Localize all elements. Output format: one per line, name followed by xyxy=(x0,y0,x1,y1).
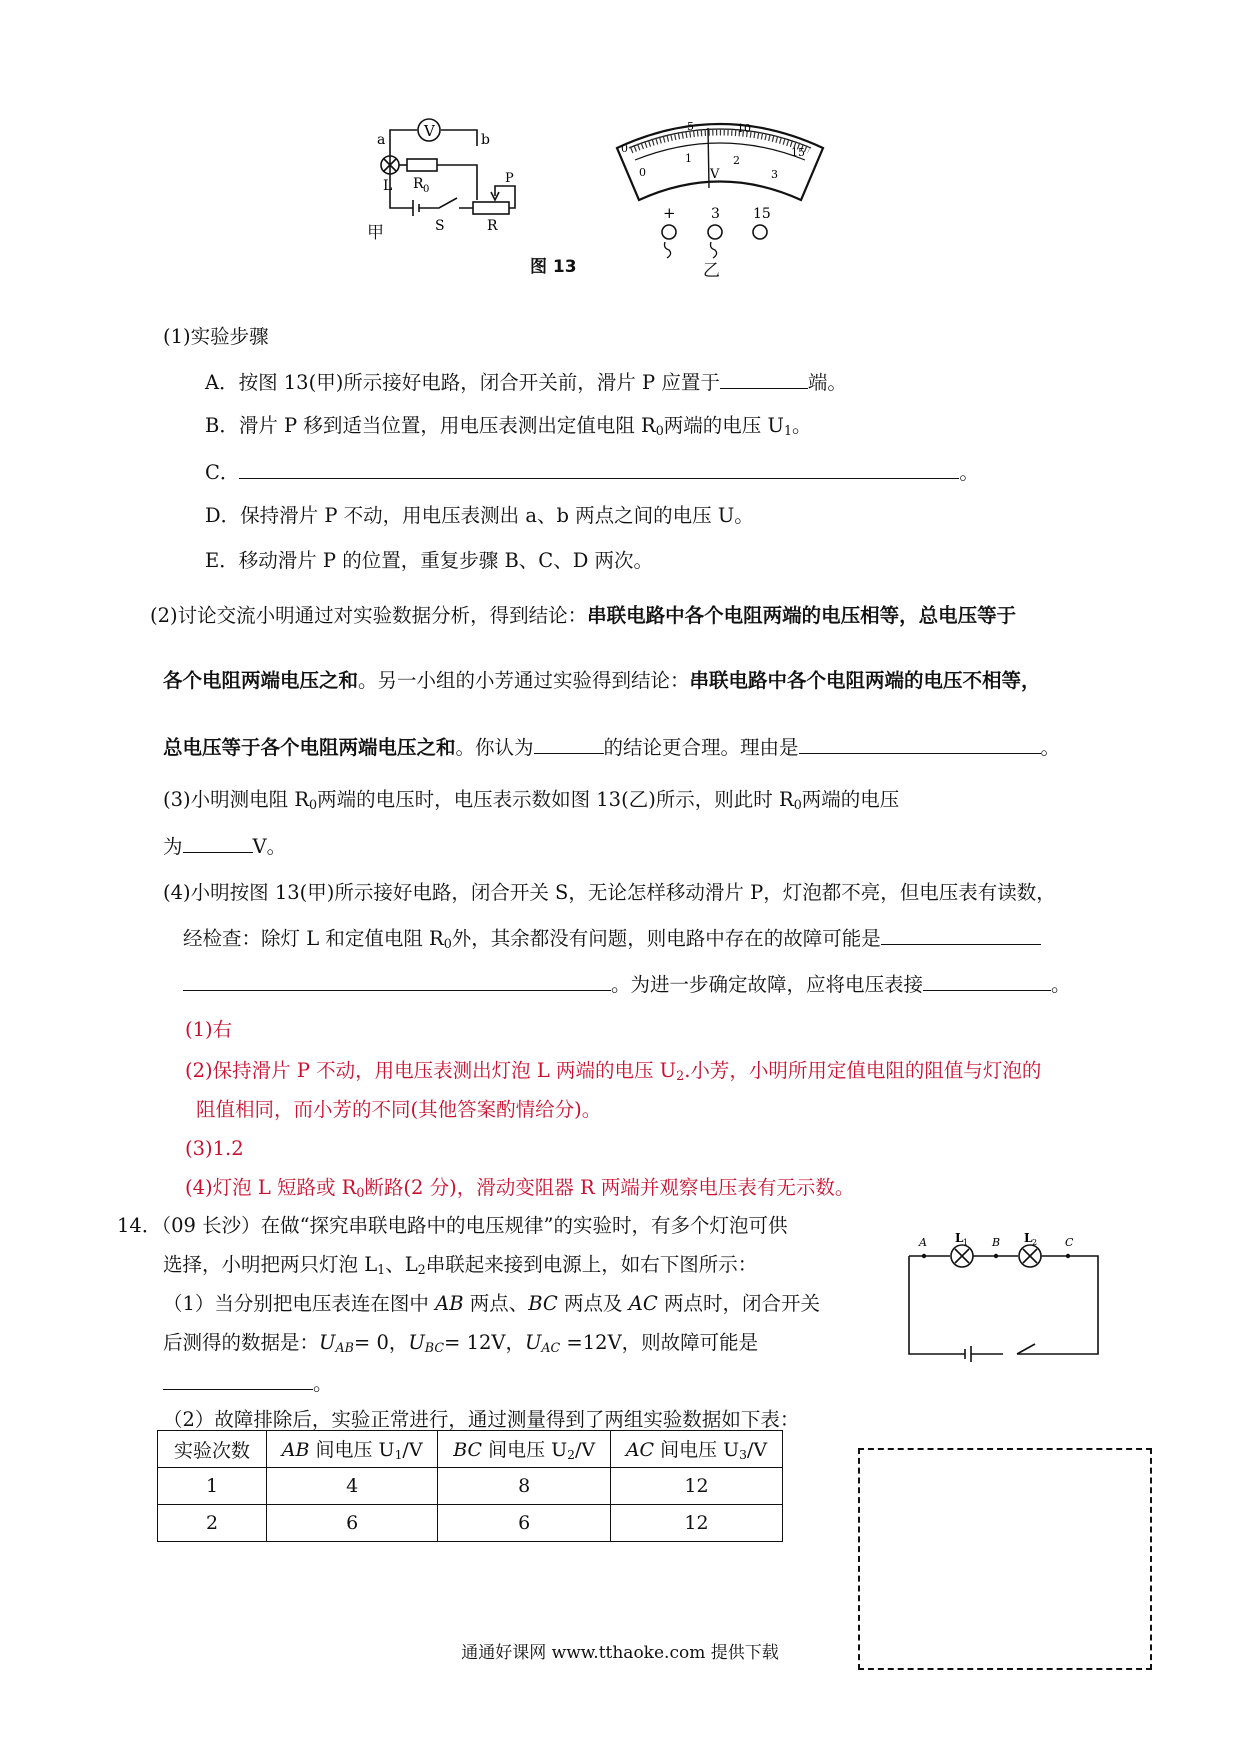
svg-text:1: 1 xyxy=(685,152,692,165)
answer-2-line-1: (2)保持滑片 P 不动，用电压表测出灯泡 L 两端的电压 $U_2$.小芳，小明所用定值电阻的阻值与灯泡的 xyxy=(185,1059,1042,1084)
answer-blank xyxy=(183,832,253,853)
step-c: C． 。 xyxy=(205,458,979,486)
step-b: B．滑片 P 移到适当位置，用电压表测出定值电阻 $R_0$两端的电压 $U_1$。 xyxy=(205,414,812,439)
voltmeter-dial xyxy=(605,108,835,278)
answer-blank xyxy=(183,970,611,991)
label-jia: 甲 xyxy=(367,223,384,243)
svg-text:R: R xyxy=(487,218,498,234)
svg-text:L: L xyxy=(955,1232,964,1245)
table-header: BC 间电压 $U_2/V$ xyxy=(438,1431,611,1468)
svg-text:L: L xyxy=(1024,1232,1033,1245)
part3-line-1: (3)小明测电阻 $R_0$两端的电压时，电压表示数如图 13(乙)所示，则此时 $R_0$两端的电压 xyxy=(163,788,900,813)
svg-text:C: C xyxy=(1065,1236,1074,1249)
svg-text:A: A xyxy=(919,1236,927,1249)
q14-line-6: （2）故障排除后，实验正常进行，通过测量得到了两组实验数据如下表： xyxy=(163,1408,800,1431)
answer-1: (1)右 xyxy=(185,1018,233,1041)
table-cell: 12 xyxy=(610,1468,782,1505)
q14-line-5: 。 xyxy=(163,1369,333,1397)
table-cell: 1 xyxy=(158,1468,267,1505)
answer-blank xyxy=(881,924,1041,945)
svg-text:3: 3 xyxy=(771,168,778,181)
svg-text:2: 2 xyxy=(733,154,740,167)
data-table xyxy=(157,1430,783,1542)
svg-text:P: P xyxy=(505,171,514,186)
steps-title: (1)实验步骤 xyxy=(163,325,269,348)
table-cell: 6 xyxy=(438,1505,611,1542)
svg-text:0: 0 xyxy=(423,184,430,195)
table-row xyxy=(158,1505,783,1542)
step-d: D．保持滑片 P 不动，用电压表测出 a、b 两点之间的电压 U。 xyxy=(205,504,754,527)
dashed-drawing-box xyxy=(858,1448,1152,1670)
q14-line-4: 后测得的数据是：$U_{AB}= 0$，$U_{BC}= 12V$，$U_{AC} =12V$，则故障可能是 xyxy=(163,1331,759,1356)
answer-blank xyxy=(799,733,1041,754)
table-cell: 2 xyxy=(158,1505,267,1542)
step-e: E．移动滑片 P 的位置，重复步骤 B、C、D 两次。 xyxy=(205,549,654,572)
terminal-plus xyxy=(662,225,676,239)
answer-blank xyxy=(163,1369,313,1390)
figure-13 xyxy=(355,108,915,308)
answer-3: (3)1.2 xyxy=(185,1137,244,1160)
table-cell: 8 xyxy=(438,1468,611,1505)
table-cell: 6 xyxy=(267,1505,438,1542)
q14-circuit-diagram xyxy=(905,1232,1105,1362)
discussion-line-2: 各个电阻两端电压之和。另一小组的小芳通过实验得到结论：串联电路中各个电阻两端的电压不相等， xyxy=(163,669,1041,692)
svg-text:b: b xyxy=(481,132,490,148)
svg-text:0: 0 xyxy=(621,142,628,155)
part4-line-1: (4)小明按图 13(甲)所示接好电路，闭合开关 S，无论怎样移动滑片 P，灯泡都不亮，但电压表有读数， xyxy=(163,881,1056,904)
answer-2-line-2: 阻值相同，而小芳的不同(其他答案酌情给分)。 xyxy=(196,1098,602,1121)
part3-line-2: 为 V。 xyxy=(163,832,286,860)
svg-text:0: 0 xyxy=(639,166,646,179)
svg-text:3: 3 xyxy=(711,206,720,222)
svg-text:+: + xyxy=(663,204,676,222)
step-a: A．按图 13(甲)所示接好电路，闭合开关前，滑片 P 应置于 端。 xyxy=(205,368,847,396)
table-cell: 12 xyxy=(610,1505,782,1542)
discussion-line-1: (2)讨论交流小明通过对实验数据分析，得到结论：串联电路中各个电阻两端的电压相等，总电压等于 xyxy=(150,604,1017,627)
svg-text:15: 15 xyxy=(753,206,771,222)
table-header: 实验次数 xyxy=(158,1431,267,1468)
svg-text:B: B xyxy=(992,1236,1001,1249)
discussion-line-3: 总电压等于各个电阻两端电压之和。你认为 的结论更合理。理由是 。 xyxy=(163,733,1060,761)
part4-line-2: 经检查：除灯 L 和定值电阻 $R_0$外，其余都没有问题，则电路中存在的故障可能是 xyxy=(183,924,1041,957)
svg-text:1: 1 xyxy=(963,1238,969,1247)
table-cell: 4 xyxy=(267,1468,438,1505)
svg-text:2: 2 xyxy=(1032,1238,1038,1247)
answer-blank xyxy=(720,368,808,389)
svg-text:5: 5 xyxy=(687,120,694,133)
label-v: V xyxy=(424,122,435,140)
answer-blank xyxy=(534,733,604,754)
svg-text:10: 10 xyxy=(737,122,751,135)
q14-line-3: （1）当分别把电压表连在图中 AB 两点、BC 两点及 AC 两点时，闭合开关 xyxy=(163,1292,820,1315)
answer-blank xyxy=(923,970,1051,991)
svg-text:a: a xyxy=(377,132,386,148)
table-header-row xyxy=(158,1431,783,1468)
terminal-3 xyxy=(708,225,722,239)
svg-text:V: V xyxy=(710,167,720,182)
svg-text:R: R xyxy=(413,176,424,192)
label-yi: 乙 xyxy=(703,261,720,281)
table-row xyxy=(158,1468,783,1505)
answer-blank xyxy=(239,458,959,479)
answer-4: (4)灯泡 L 短路或 $R_0$断路(2 分)，滑动变阻器 R 两端并观察电压表有无示数。 xyxy=(185,1176,855,1201)
q14-line-2: 选择，小明把两只灯泡 $L_1$、$L_2$串联起来接到电源上，如右下图所示： xyxy=(163,1253,758,1278)
page-footer: 通通好课网 www.tthaoke.com 提供下载 xyxy=(461,1643,779,1663)
terminal-15 xyxy=(753,225,767,239)
svg-text:15: 15 xyxy=(791,146,805,159)
part4-line-3: 。为进一步确定故障，应将电压表接 。 xyxy=(183,970,1071,998)
table-header: AC 间电压 $U_3/V$ xyxy=(610,1431,782,1468)
circuit-diagram-jia xyxy=(355,108,555,268)
svg-text:S: S xyxy=(435,218,445,234)
q14-line-1: 14．（09 长沙）在做“探究串联电路中的电压规律”的实验时，有多个灯泡可供 xyxy=(117,1214,788,1237)
figure-caption: 图 13 xyxy=(530,257,577,277)
table-header: AB 间电压 $U_1/V$ xyxy=(267,1431,438,1468)
svg-text:L: L xyxy=(383,178,393,194)
